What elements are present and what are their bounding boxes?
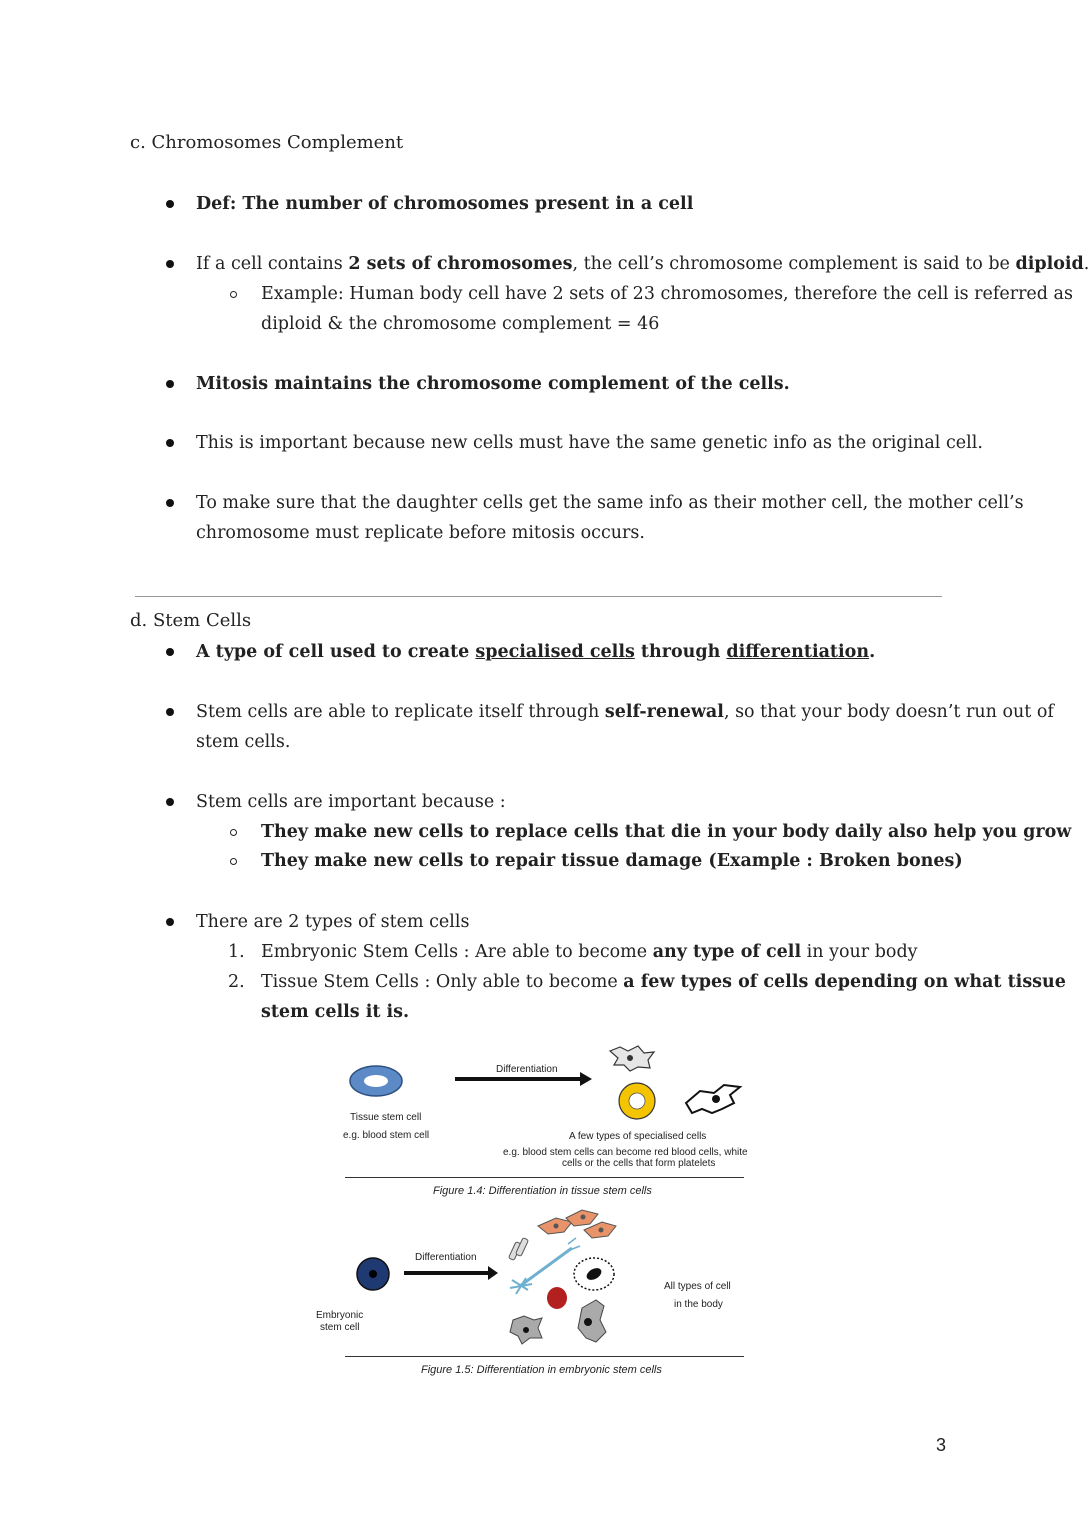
figure-rule [345, 1356, 744, 1357]
importance-intro: Stem cells are important because : [196, 792, 506, 812]
bullet-icon [166, 499, 174, 507]
bullet-icon [166, 798, 174, 806]
section-divider [135, 596, 942, 597]
differentiation-label: Differentiation [415, 1252, 477, 1263]
tissue-stem-cells-item: Tissue Stem Cells : Only able to become a few types of cells depending on what tissue [261, 972, 1066, 992]
white-blood-cell-nucleus [627, 1055, 633, 1061]
human-cell-example-line2: diploid & the chromosome complement = 46 [261, 314, 660, 334]
stem-cell-definition: A type of cell used to create specialised cells through differentiation. [196, 642, 876, 662]
diploid-statement: If a cell contains 2 sets of chromosomes, the cell’s chromosome complement is said to be diploid. [196, 254, 1089, 274]
differentiation-label: Differentiation [496, 1064, 558, 1075]
figure-1-4-caption: Figure 1.4: Differentiation in tissue stem cells [433, 1185, 652, 1197]
list-number: 1. [228, 942, 245, 962]
importance-statement: This is important because new cells must have the same genetic info as the original cell. [196, 433, 983, 453]
list-number: 2. [228, 972, 245, 992]
section-d-heading: d. Stem Cells [130, 610, 252, 631]
page-number: 3 [936, 1435, 947, 1455]
specialised-cells-example-line2: cells or the cells that form platelets [562, 1158, 716, 1169]
all-types-label: All types of cell [664, 1281, 731, 1292]
bullet-icon [166, 918, 174, 926]
sub-bullet-icon [230, 829, 237, 836]
bullet-icon [166, 708, 174, 716]
bullet-icon [166, 439, 174, 447]
muscle-fiber-icon [508, 1238, 528, 1261]
arrow-head-icon [488, 1266, 498, 1280]
embryonic-stem-cell-label: Embryonic [316, 1310, 364, 1321]
figure-1-5-caption: Figure 1.5: Differentiation in embryonic stem cells [421, 1364, 662, 1376]
importance-item-grow: They make new cells to replace cells that die in your body daily also help you grow [261, 822, 1072, 842]
all-types-label-line2: in the body [674, 1299, 723, 1310]
specialised-cells-label: A few types of specialised cells [569, 1131, 707, 1142]
neuron-icon [520, 1248, 572, 1286]
yellow-cell-center [629, 1093, 645, 1109]
mitosis-statement: Mitosis maintains the chromosome complement of the cells. [196, 374, 790, 394]
bullet-icon [166, 200, 174, 208]
grey-cell-icon [578, 1300, 606, 1342]
tissue-stem-cell-nucleus [364, 1075, 388, 1087]
chromosome-complement-definition: Def: The number of chromosomes present in a cell [196, 194, 694, 214]
self-renewal-statement-line2: stem cells. [196, 732, 291, 752]
replicate-statement-line1: To make sure that the daughter cells get the same info as their mother cell, the mother cell’s [196, 493, 1024, 513]
importance-item-repair: They make new cells to repair tissue damage (Example : Broken bones) [261, 851, 963, 871]
sub-bullet-icon [230, 858, 237, 865]
embryonic-stem-cell-diagram [320, 1200, 750, 1358]
bullet-icon [166, 648, 174, 656]
sub-bullet-icon [230, 291, 237, 298]
replicate-statement-line2: chromosome must replicate before mitosis occurs. [196, 523, 645, 543]
embryonic-stem-cell-nucleus [369, 1270, 377, 1278]
bullet-icon [166, 380, 174, 388]
embryonic-stem-cell-label-line2: stem cell [320, 1322, 360, 1333]
platelet-cell-nucleus [712, 1095, 720, 1103]
embryonic-stem-cells-item: Embryonic Stem Cells : Are able to become any type of cell in your body [261, 942, 918, 962]
stem-cell-types-intro: There are 2 types of stem cells [196, 912, 470, 932]
tissue-stem-cells-item-line2: stem cells it is. [261, 1002, 410, 1022]
human-cell-example-line1: Example: Human body cell have 2 sets of 23 chromosomes, therefore the cell is referred as [261, 284, 1073, 304]
section-c-heading: c. Chromosomes Complement [130, 132, 404, 153]
blood-stem-cell-example: e.g. blood stem cell [343, 1130, 430, 1141]
arrow-head-icon [580, 1072, 592, 1086]
red-blood-cell-icon [547, 1287, 567, 1309]
figure-rule [345, 1177, 744, 1178]
specialised-cells-example-line1: e.g. blood stem cells can become red blood cells, white [503, 1147, 748, 1158]
bullet-icon [166, 260, 174, 268]
self-renewal-statement: Stem cells are able to replicate itself through self-renewal, so that your body doesn’t run out of [196, 702, 1054, 722]
tissue-stem-cell-label: Tissue stem cell [350, 1112, 422, 1123]
